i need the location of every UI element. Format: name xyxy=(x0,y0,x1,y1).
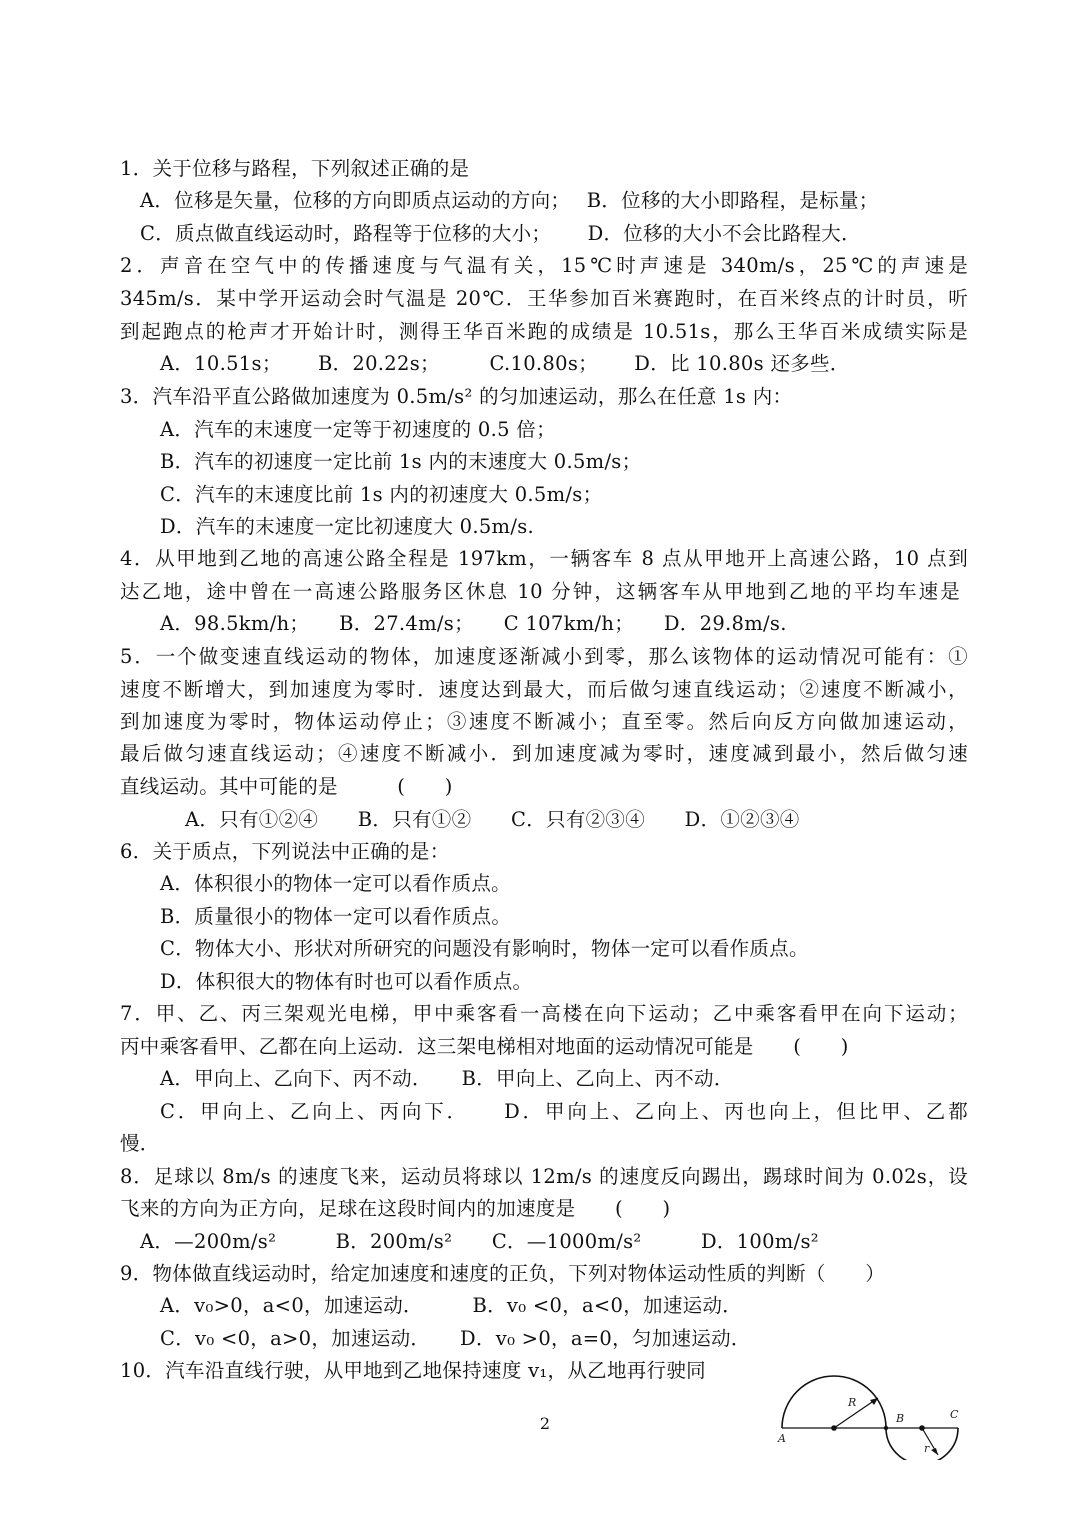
semicircle-path-figure xyxy=(770,1360,970,1460)
question-2-stem-line-3: 到起跑点的枪声才开始计时，测得王华百米跑的成绩是 10.51s，那么王华百米成绩实际是 xyxy=(120,320,968,343)
question-9-options-ab: A．v₀>0，a<0，加速运动． B．v₀ <0，a<0，加速运动． xyxy=(160,1294,743,1317)
question-8-stem-line-1: 8．足球以 8m/s 的速度飞来，运动员将球以 12m/s 的速度反向踢出，踢球时间为 0.02s，设 xyxy=(120,1165,968,1188)
question-4-stem-line-1: 4．从甲地到乙地的高速公路全程是 197km，一辆客车 8 点从甲地开上高速公路，10 点到 xyxy=(120,547,968,570)
question-4-options: A．98.5km/h； B．27.4m/s； C 107km/h； D．29.8m/s. xyxy=(160,612,787,635)
question-9-options-cd: C．v₀ <0，a>0，加速运动． D．v₀ >0，a=0，匀加速运动． xyxy=(160,1327,751,1350)
question-6-option-c: C．物体大小、形状对所研究的问题没有影响时，物体一定可以看作质点。 xyxy=(160,937,809,960)
question-3-option-d: D．汽车的末速度一定比初速度大 0.5m/s. xyxy=(160,515,535,538)
page-number: 2 xyxy=(539,1414,551,1433)
question-7-options-cd-continued: 慢． xyxy=(120,1132,160,1155)
question-3-option-b: B．汽车的初速度一定比前 1s 内的末速度大 0.5m/s； xyxy=(160,450,642,473)
question-5-stem-line-2: 速度不断增大，到加速度为零时．速度达到最大，而后做匀速直线运动；②速度不断减小， xyxy=(120,678,968,701)
question-1-options-cd: C．质点做直线运动时，路程等于位移的大小； D．位移的大小不会比路程大． xyxy=(140,222,861,245)
question-1-stem: 1．关于位移与路程，下列叙述正确的是 xyxy=(120,157,470,180)
label-a: A xyxy=(778,1432,786,1445)
label-b: B xyxy=(896,1412,905,1425)
point-b xyxy=(884,1426,888,1430)
question-8-options: A．—200m/s² B．200m/s² C．—1000m/s² D．100m/s² xyxy=(140,1230,819,1253)
small-center-point xyxy=(919,1425,925,1431)
question-3-stem: 3．汽车沿平直公路做加速度为 0.5m/s² 的匀加速运动，那么在任意 1s 内： xyxy=(120,385,793,408)
small-radius-arrowhead xyxy=(931,1448,938,1455)
question-2-stem-line-1: 2．声音在空气中的传播速度与气温有关，15℃时声速是 340m/s，25℃的声速是 xyxy=(120,254,968,277)
question-5-stem-line-1: 5．一个做变速直线运动的物体，加速度逐渐减小到零，那么该物体的运动情况可能有：① xyxy=(120,645,968,668)
question-3-option-c: C．汽车的末速度比前 1s 内的初速度大 0.5m/s； xyxy=(160,483,603,506)
question-6-option-d: D．体积很大的物体有时也可以看作质点。 xyxy=(160,970,533,993)
question-3-option-a: A．汽车的末速度一定等于初速度的 0.5 倍； xyxy=(160,418,556,441)
question-7-options-cd: C．甲向上、乙向上、丙向下． D．甲向上、乙向上、丙也向上，但比甲、乙都 xyxy=(160,1100,968,1123)
label-big-r: R xyxy=(848,1396,857,1409)
question-7-stem-line-1: 7．甲、乙、丙三架观光电梯，甲中乘客看一高楼在向下运动；乙中乘客看甲在向下运动； xyxy=(120,1002,968,1025)
question-1-options-ab: A．位移是矢量，位移的方向即质点运动的方向； B．位移的大小即路程，是标量； xyxy=(140,189,879,212)
question-10-stem: 10．汽车沿直线行驶，从甲地到乙地保持速度 v₁，从乙地再行驶同 xyxy=(120,1359,706,1382)
question-9-stem: 9．物体做直线运动时，给定加速度和速度的正负，下列对物体运动性质的判断（ ） xyxy=(120,1262,886,1285)
question-5-stem-line-5: 直线运动。其中可能的是 ( ) xyxy=(120,775,453,798)
question-6-option-a: A．体积很小的物体一定可以看作质点。 xyxy=(160,872,511,895)
large-center-point xyxy=(831,1425,837,1431)
small-semicircle-arc xyxy=(886,1428,958,1460)
question-2-options: A．10.51s； B．20.22s； C.10.80s； D．比 10.80s 还多些． xyxy=(160,352,850,375)
question-7-stem-line-2: 丙中乘客看甲、乙都在向上运动．这三架电梯相对地面的运动情况可能是 ( ) xyxy=(120,1035,849,1058)
label-c: C xyxy=(950,1408,959,1421)
label-small-r: r xyxy=(924,1442,930,1455)
question-6-option-b: B．质量很小的物体一定可以看作质点。 xyxy=(160,905,512,928)
question-4-stem-line-2: 达乙地，途中曾在一高速公路服务区休息 10 分钟，这辆客车从甲地到乙地的平均车速是 xyxy=(120,580,960,603)
large-radius-arrowhead xyxy=(870,1398,878,1405)
question-5-options: A．只有①②④ B．只有①② C．只有②③④ D．①②③④ xyxy=(185,808,800,831)
large-semicircle-arc xyxy=(782,1376,886,1428)
question-8-stem-line-2: 飞来的方向为正方向，足球在这段时间内的加速度是 ( ) xyxy=(120,1197,671,1220)
question-7-options-ab: A．甲向上、乙向下、丙不动． B．甲向上、乙向上、丙不动． xyxy=(160,1067,734,1090)
question-6-stem: 6．关于质点，下列说法中正确的是： xyxy=(120,840,450,863)
question-5-stem-line-4: 最后做匀速直线运动；④速度不断减小．到加速度减为零时，速度减到最小，然后做匀速 xyxy=(120,742,968,765)
question-2-stem-line-2: 345m/s．某中学开运动会时气温是 20℃．王华参加百米赛跑时，在百米终点的计时员，听 xyxy=(120,287,968,310)
question-5-stem-line-3: 到加速度为零时，物体运动停止；③速度不断减小；直至零。然后向反方向做加速运动， xyxy=(120,710,968,733)
